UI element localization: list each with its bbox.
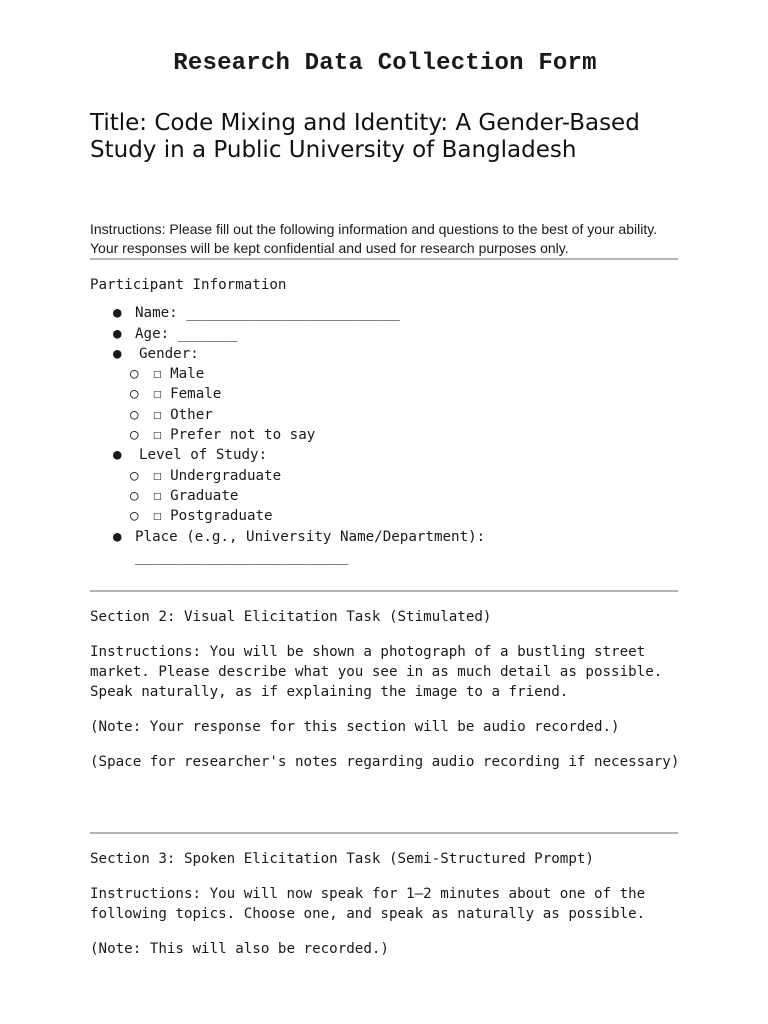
circle-bullet: ○	[130, 386, 139, 403]
checkbox-icon[interactable]: ☐	[153, 487, 162, 504]
level-option-graduate[interactable]	[90, 486, 682, 506]
circle-bullet: ○	[130, 487, 139, 504]
option-label: Other	[170, 406, 213, 423]
divider	[90, 590, 678, 592]
section-3-note: (Note: This will also be recorded.)	[90, 940, 389, 957]
section-2	[90, 607, 682, 772]
section-3	[90, 849, 682, 959]
section-2-instructions: Instructions: You will be shown a photograph of a bustling street market. Please describe what you see in as much detail as possible. Speak naturally, as if explaining the image to a friend.	[90, 643, 663, 701]
list-item-place	[90, 527, 682, 568]
gender-option-female[interactable]	[90, 384, 682, 404]
age-field[interactable]: Age: _______	[135, 325, 238, 342]
list-item-age	[90, 324, 682, 344]
form-title: Research Data Collection Form	[173, 50, 597, 77]
study-title: Title: Code Mixing and Identity: A Gender-Based Study in a Public University of Bangladesh	[90, 110, 640, 163]
place-label: Place (e.g., University Name/Department):	[135, 528, 486, 545]
gender-option-other[interactable]	[90, 405, 682, 425]
option-label: Graduate	[170, 487, 239, 504]
section-2-note: (Note: Your response for this section will be audio recorded.)	[90, 719, 620, 736]
bullet: ●	[113, 325, 122, 342]
checkbox-icon[interactable]: ☐	[153, 508, 162, 525]
place-field[interactable]: _________________________	[135, 548, 349, 565]
list-item-level	[90, 445, 682, 526]
circle-bullet: ○	[130, 366, 139, 383]
gender-options	[90, 364, 682, 445]
list-item-name	[90, 303, 682, 323]
form-instructions: Instructions: Please fill out the following information and questions to the best of your ability. Your responses will be kept confidential and used for research purposes only.	[90, 221, 658, 256]
level-options	[90, 466, 682, 527]
checkbox-icon[interactable]: ☐	[153, 366, 162, 383]
gender-option-prefer-not[interactable]	[90, 425, 682, 445]
circle-bullet: ○	[130, 467, 139, 484]
list-item-gender	[90, 344, 682, 445]
divider	[90, 258, 678, 260]
bullet: ●	[113, 305, 122, 322]
section-2-space-note: (Space for researcher's notes regarding audio recording if necessary)	[90, 753, 680, 770]
circle-bullet: ○	[130, 508, 139, 525]
bullet: ●	[113, 345, 122, 362]
option-label: Male	[170, 366, 205, 383]
circle-bullet: ○	[130, 406, 139, 423]
level-option-undergraduate[interactable]	[90, 466, 682, 486]
participant-section	[90, 275, 682, 567]
option-label: Undergraduate	[170, 467, 282, 484]
option-label: Prefer not to say	[170, 427, 316, 444]
checkbox-icon[interactable]: ☐	[153, 427, 162, 444]
checkbox-icon[interactable]: ☐	[153, 467, 162, 484]
option-label: Female	[170, 386, 222, 403]
circle-bullet: ○	[130, 427, 139, 444]
checkbox-icon[interactable]: ☐	[153, 406, 162, 423]
bullet: ●	[113, 447, 122, 464]
gender-label: Gender:	[139, 345, 199, 362]
level-option-postgraduate[interactable]	[90, 506, 682, 526]
bullet: ●	[113, 528, 122, 545]
gender-option-male[interactable]	[90, 364, 682, 384]
checkbox-icon[interactable]: ☐	[153, 386, 162, 403]
section-2-heading: Section 2: Visual Elicitation Task (Stimulated)	[90, 609, 492, 625]
section-3-instructions: Instructions: You will now speak for 1–2 minutes about one of the following topics. Choose one, and speak as naturally as possible.	[90, 885, 646, 923]
section-3-heading: Section 3: Spoken Elicitation Task (Semi-Structured Prompt)	[90, 851, 594, 867]
divider	[90, 832, 678, 834]
participant-list	[90, 303, 682, 567]
level-label: Level of Study:	[139, 447, 268, 464]
name-field[interactable]: Name: _________________________	[135, 305, 400, 322]
participant-heading: Participant Information	[90, 277, 287, 293]
option-label: Postgraduate	[170, 508, 273, 525]
